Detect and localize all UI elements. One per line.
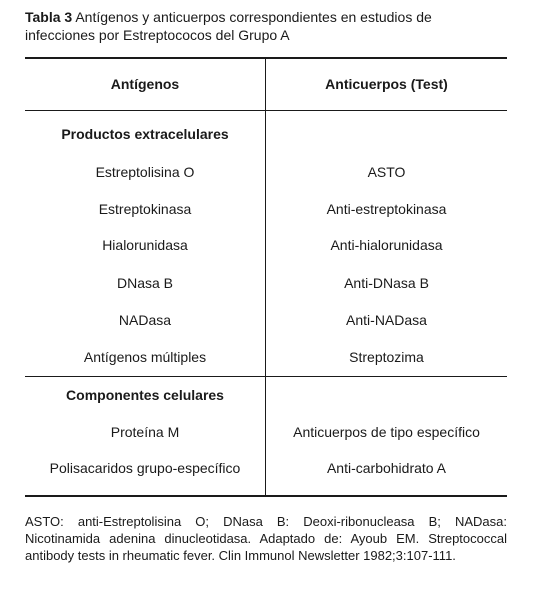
column-header-anticuerpos: Anticuerpos (Test) — [325, 76, 448, 92]
table-cell-antigen: Proteína M — [110, 424, 180, 440]
table-cell-antibody: Anticuerpos de tipo específico — [293, 424, 480, 440]
section-divider-rule — [25, 376, 507, 377]
table-cell-antibody: ASTO — [367, 164, 406, 180]
table-cell-antibody: Anti-NADasa — [346, 312, 427, 328]
table-cell-antigen: Estreptokinasa — [98, 201, 192, 217]
table-label: Tabla 3 — [25, 9, 73, 25]
table-cell-antigen: Hialorunidasa — [102, 237, 188, 253]
column-header-antigenos: Antígenos — [110, 76, 180, 92]
header-rule — [25, 110, 507, 111]
table-cell-antigen: Polisacaridos grupo-específico — [49, 460, 241, 476]
table-cell-antibody: Anti-hialorunidasa — [330, 237, 443, 253]
table-cell-antigen: Antígenos múltiples — [83, 349, 207, 365]
table-cell-antigen: DNasa B — [116, 275, 174, 291]
top-rule — [25, 57, 507, 59]
section-title-extracelulares: Productos extracelulares — [61, 126, 229, 142]
section-title-celulares: Componentes celulares — [66, 387, 224, 403]
table-cell-antibody: Streptozima — [349, 349, 424, 365]
table-cell-antibody: Anti-estreptokinasa — [326, 201, 447, 217]
table-cell-antibody: Anti-DNasa B — [344, 275, 429, 291]
bottom-rule — [25, 495, 507, 497]
table-cell-antigen: Estreptolisina O — [95, 164, 195, 180]
table-title: Antígenos y anticuerpos correspondientes en estudios de infecciones por Estreptococos del Grupo A — [25, 9, 432, 43]
table-caption — [25, 8, 495, 44]
table-cell-antigen: NADasa — [118, 312, 172, 328]
table-cell-antibody: Anti-carbohidrato A — [326, 460, 447, 476]
table-footnote: ASTO: anti-Estreptolisina O; DNasa B: Deoxi-ribonucleasa B; NADasa: Nicotinamida adenina dinucleotidasa. Adaptado de: Ayoub EM. Streptococcal antibody tests in rheumatic fever. Clin Immunol Newsletter 1982;3:107-111. — [25, 514, 507, 563]
